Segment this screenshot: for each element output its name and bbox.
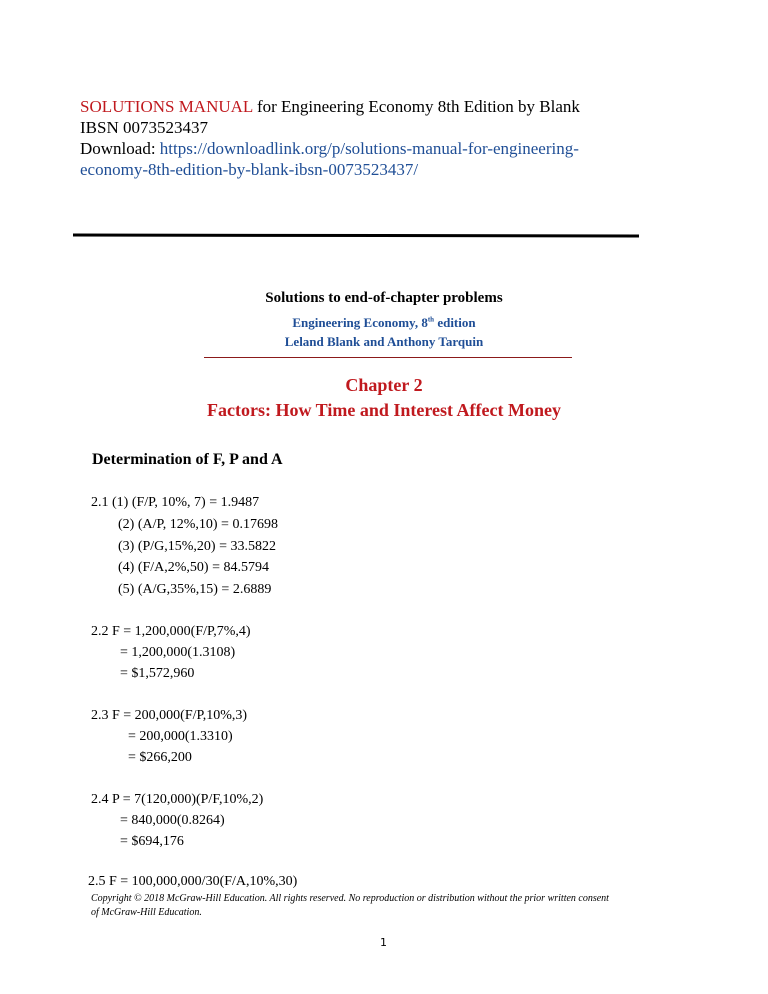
solution-line: 2.4 P = 7(120,000)(P/F,10%,2) bbox=[91, 792, 264, 807]
authors-divider bbox=[204, 357, 572, 358]
solution-line: = $694,176 bbox=[120, 834, 184, 849]
solution-line: 2.3 F = 200,000(F/P,10%,3) bbox=[91, 708, 248, 723]
solution-line: 2.1 (1) (F/P, 10%, 7) = 1.9487 bbox=[91, 495, 260, 510]
download-link-continued[interactable]: economy-8th-edition-by-blank-ibsn-0073523437/ bbox=[80, 160, 419, 179]
book-heading: Solutions to end-of-chapter problems bbox=[265, 290, 503, 306]
chapter-number: Chapter 2 bbox=[345, 375, 423, 395]
title-highlight: SOLUTIONS MANUAL bbox=[80, 97, 253, 116]
download-label: Download: bbox=[80, 139, 160, 158]
solution-line: = $266,200 bbox=[128, 750, 192, 765]
solution-line: = $1,572,960 bbox=[120, 666, 195, 681]
solution-line: (3) (P/G,15%,20) = 33.5822 bbox=[118, 539, 276, 554]
solution-line: 2.5 F = 100,000,000/30(F/A,10%,30) bbox=[88, 874, 298, 889]
chapter-title: Factors: How Time and Interest Affect Money bbox=[207, 400, 561, 420]
solution-line: (2) (A/P, 12%,10) = 0.17698 bbox=[118, 517, 278, 532]
edition-suffix: edition bbox=[434, 315, 476, 330]
solution-line: = 840,000(0.8264) bbox=[120, 813, 225, 828]
solution-line: 2.2 F = 1,200,000(F/P,7%,4) bbox=[91, 624, 251, 639]
book-authors: Leland Blank and Anthony Tarquin bbox=[284, 334, 484, 349]
isbn-line: IBSN 0073523437 bbox=[80, 118, 208, 137]
solution-line: = 1,200,000(1.3108) bbox=[120, 645, 236, 660]
copyright-line: Copyright © 2018 McGraw-Hill Education. All rights reserved. No reproduction or distribution without the prior written consent bbox=[91, 893, 609, 904]
copyright-line-2: of McGraw-Hill Education. bbox=[91, 907, 202, 918]
edition-prefix: Engineering Economy, 8 bbox=[292, 315, 428, 330]
section-heading: Determination of F, P and A bbox=[92, 451, 283, 468]
header-divider bbox=[73, 234, 639, 238]
solution-line: (4) (F/A,2%,50) = 84.5794 bbox=[118, 560, 269, 575]
title-rest: for Engineering Economy 8th Edition by Blank bbox=[252, 97, 580, 116]
download-link[interactable]: https://downloadlink.org/p/solutions-manual-for-engineering- bbox=[159, 139, 579, 158]
edition-sup: th bbox=[427, 315, 435, 324]
download-line bbox=[80, 138, 579, 159]
solution-line: = 200,000(1.3310) bbox=[128, 729, 233, 744]
solutions-manual-title bbox=[80, 96, 580, 117]
solution-line: (5) (A/G,35%,15) = 2.6889 bbox=[118, 582, 272, 597]
book-edition bbox=[0, 315, 768, 331]
page-number: 1 bbox=[380, 936, 387, 949]
